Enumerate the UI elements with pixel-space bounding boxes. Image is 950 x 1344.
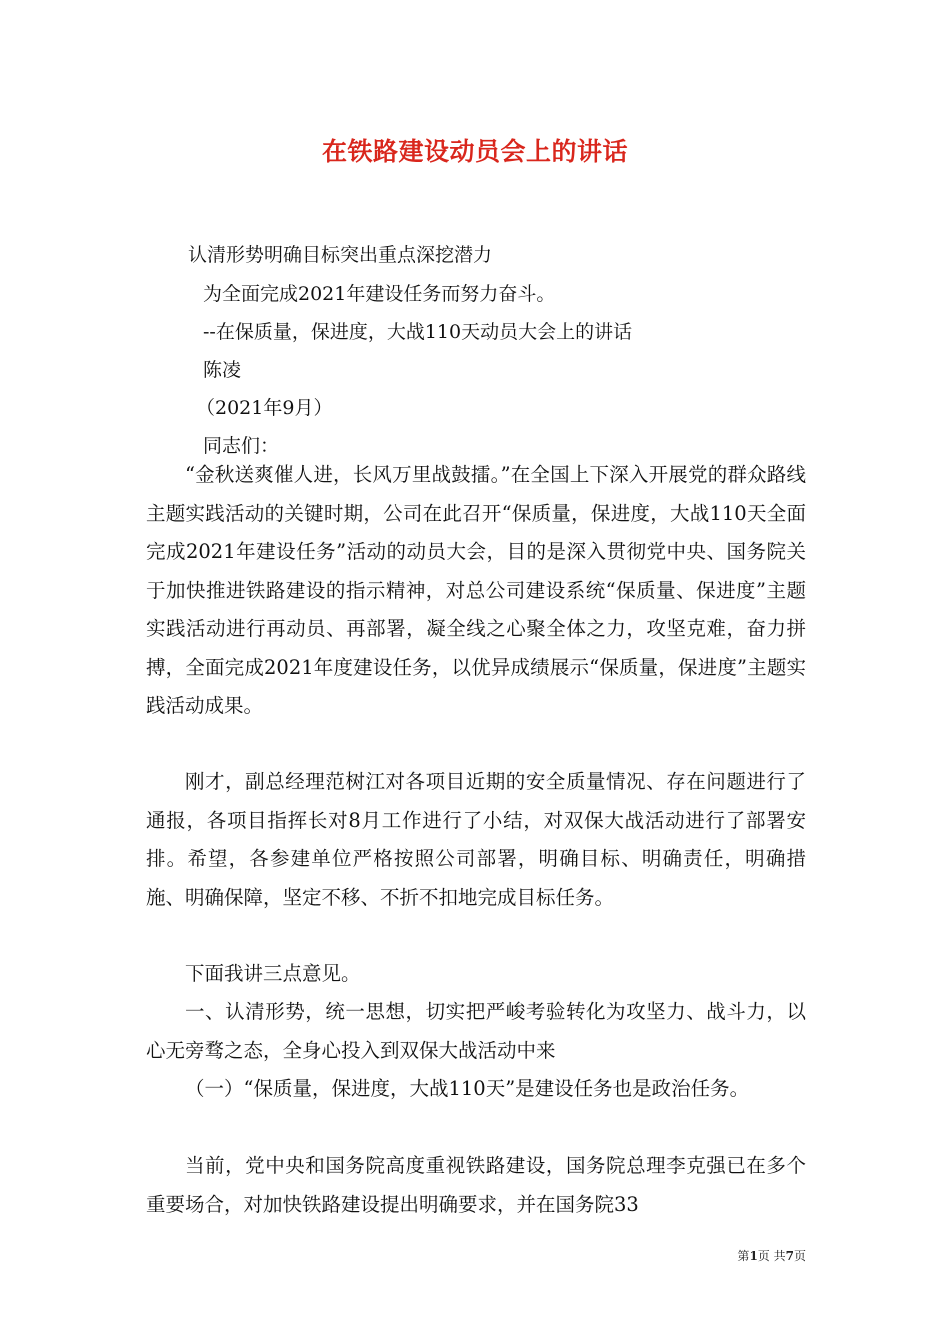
page-footer bbox=[660, 1247, 806, 1264]
footer-suffix: 页 bbox=[793, 1249, 806, 1263]
body-paragraph-1: “金秋送爽催人进，长风万里战鼓擂。”在全国上下深入开展党的群众路线主题实践活动的关键时期，公司在此召开“保质量，保进度，大战110天全面完成2021年建设任务”活动的动员大会，目的是深入贯彻党中央、国务院关于加快推进铁路建设的指示精神，对总公司建设系统“保质量、保进度”主题实践活动进行再动员、再部署，凝全线之心聚全体之力，攻坚克难，奋力拼搏，全面完成2021年度建设任务，以优异成绩展示“保质量，保进度”主题实践活动成果。 bbox=[146, 463, 806, 717]
footer-current-page: 1 bbox=[749, 1249, 758, 1263]
footer-middle: 页 共 bbox=[757, 1249, 786, 1263]
body-paragraph-3: 下面我讲三点意见。 bbox=[185, 962, 361, 985]
body-paragraph-4: 当前，党中央和国务院高度重视铁路建设，国务院总理李克强已在多个重要场合，对加快铁路建设提出明确要求，并在国务院33 bbox=[146, 1154, 806, 1216]
subsection-heading-1: （一）“保质量，保进度，大战110天”是建设任务也是政治任务。 bbox=[185, 1077, 750, 1100]
subtitle-line-2: 为全面完成2021年建设任务而努力奋斗。 bbox=[203, 283, 556, 305]
section-heading-1: 一、认清形势，统一思想，切实把严峻考验转化为攻坚力、战斗力，以心无旁骛之态，全身心投入到双保大战活动中来 bbox=[146, 1000, 806, 1062]
body-paragraph-2: 刚才，副总经理范树江对各项目近期的安全质量情况、存在问题进行了通报，各项目指挥长对8月工作进行了小结，对双保大战活动进行了部署安排。希望，各参建单位严格按照公司部署，明确目标、明确责任，明确措施、明确保障，坚定不移、不折不扣地完成目标任务。 bbox=[146, 770, 806, 909]
subtitle-line-3: --在保质量，保进度，大战110天动员大会上的讲话 bbox=[203, 321, 633, 343]
speech-date: （2021年9月） bbox=[196, 397, 333, 419]
speaker-name: 陈凌 bbox=[203, 359, 242, 381]
document-title: 在铁路建设动员会上的讲话 bbox=[321, 137, 628, 166]
footer-prefix: 第 bbox=[737, 1249, 750, 1263]
footer-total-pages: 7 bbox=[785, 1249, 794, 1263]
subtitle-line-1: 认清形势明确目标突出重点深挖潜力 bbox=[188, 244, 493, 266]
salutation: 同志们： bbox=[203, 435, 280, 457]
